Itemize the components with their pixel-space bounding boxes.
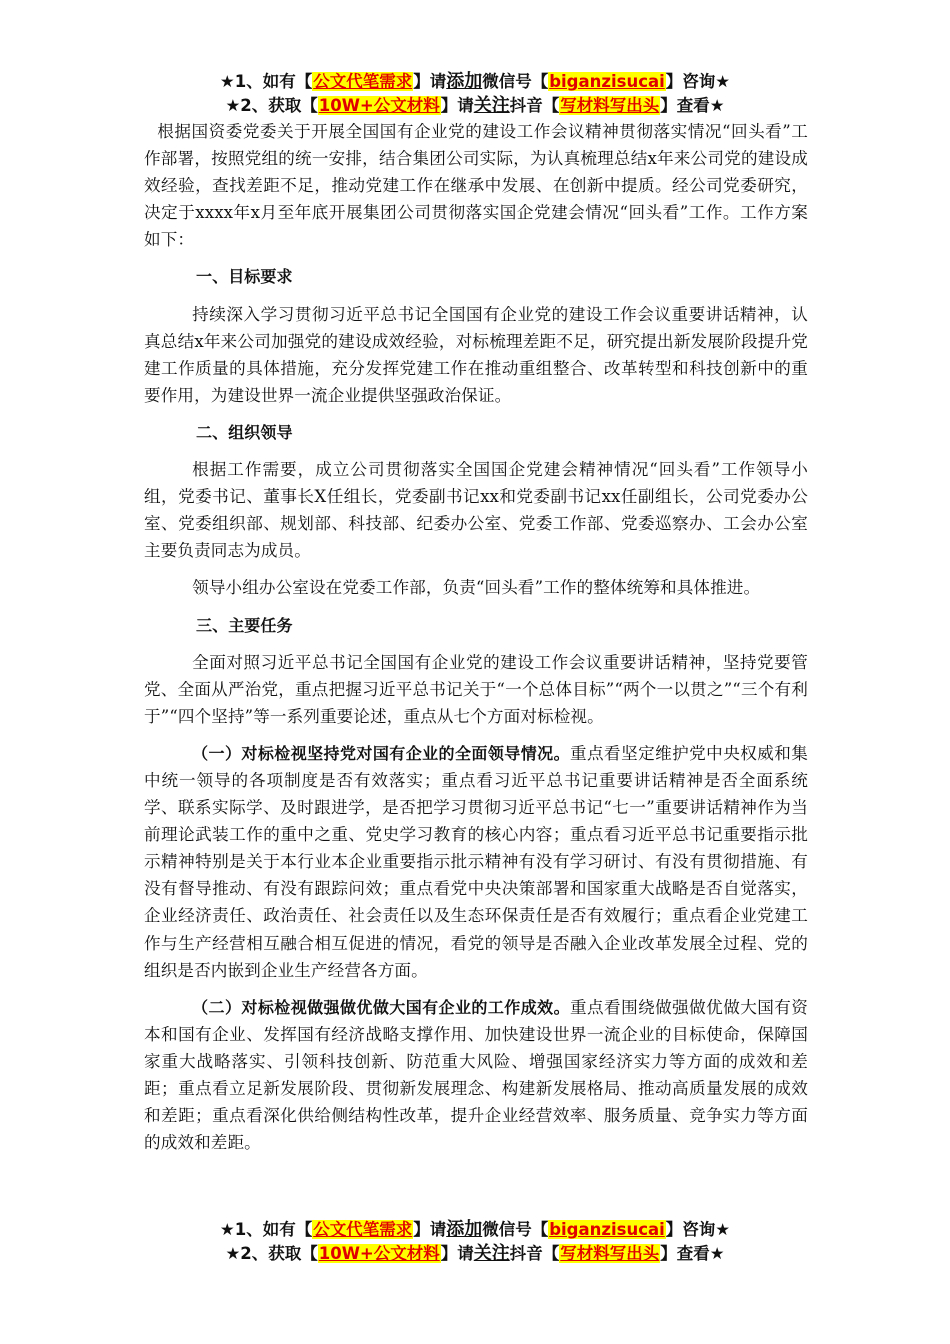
banner-text: 】查看★: [660, 1244, 725, 1263]
subsection-1-text: 重点看坚定维护党中央权威和集中统一领导的各项制度是否有效落实；重点看习近平总书记重要讲话精神是否全面系统学、联系实际学、及时跟进学，是否把学习贯彻习近平总书记“七一”重要讲话精神作为当前理论武装工作的重中之重、党史学习教育的核心内容；重点看习近平总书记重要指示批示精神特别是关于本行业本企业重要指示批示精神有没有学习研讨、有没有贯彻措施、有没有督导推动、有没有跟踪问效；重点看党中央决策部署和国家重大战略是否自觉落实，企业经济责任、政治责任、社会责任以及生态环保责任是否有效履行；重点看企业党建工作与生产经营相互融合相互促进的情况，看党的领导是否融入企业改革发展全过程、党的组织是否内嵌到企业生产经营各方面。: [144, 743, 808, 980]
banner-text: ★1、如有【: [219, 72, 313, 91]
banner-highlight-wechat-id: biganzisucai: [549, 72, 665, 91]
banner-emphasis: 添加: [446, 71, 483, 92]
subsection-2-paragraph: [144, 994, 808, 1157]
subsection-1-paragraph: [144, 740, 808, 984]
banner-text: 】请: [413, 1220, 447, 1239]
banner-emphasis: 关注: [473, 95, 510, 116]
banner-highlight: 10W+公文材料: [318, 1244, 440, 1263]
banner-text: 】请: [440, 1244, 474, 1263]
subsection-2-text: 重点看围绕做强做优做大国有资本和国有企业、发挥国有经济战略支撑作用、加快建设世界一流企业的目标使命，保障国家重大战略落实、引领科技创新、防范重大风险、增强国家经济实力等方面的成效和差距；重点看立足新发展阶段、贯彻新发展理念、构建新发展格局、推动高质量发展的成效和差距；重点看深化供给侧结构性改革，提升企业经营效率、服务质量、竞争实力等方面的成效和差距。: [144, 997, 808, 1153]
section-1-paragraph: 持续深入学习贯彻习近平总书记全国国有企业党的建设工作会议重要讲话精神，认真总结x年来公司加强党的建设成效经验，对标梳理差距不足，研究提出新发展阶段提升党建工作质量的具体措施，充分发挥党建工作在推动重组整合、改革转型和科技创新中的重要作用，为建设世界一流企业提供坚强政治保证。: [144, 304, 808, 405]
section-3-paragraph: 全面对照习近平总书记全国国有企业党的建设工作会议重要讲话精神，坚持党要管党、全面从严治党，重点把握习近平总书记关于“一个总体目标”“两个一以贯之”“三个有利于”“四个坚持”等一系列重要论述，重点从七个方面对标检视。: [144, 652, 808, 726]
banner-text: 】请: [440, 96, 474, 115]
banner-text: 】咨询★: [665, 1220, 731, 1239]
banner-emphasis: 添加: [446, 1219, 483, 1240]
banner-emphasis: 关注: [473, 1243, 510, 1264]
section-2-paragraph-2: 领导小组办公室设在党委工作部，负责“回头看”工作的整体统筹和具体推进。: [192, 578, 761, 598]
banner-highlight-douyin: 写材料写出头: [560, 1244, 660, 1263]
document-body: [144, 118, 808, 1156]
promo-banner-bottom-line-1: [0, 1218, 950, 1242]
section-heading-3: 三、主要任务: [196, 615, 293, 635]
banner-text: ★2、获取【: [225, 1244, 318, 1263]
section-heading-2: 二、组织领导: [196, 422, 293, 442]
banner-text: 抖音【: [509, 96, 560, 115]
banner-highlight-wechat-id: biganzisucai: [549, 1220, 665, 1239]
subsection-1-title: （一）对标检视坚持党对国有企业的全面领导情况。: [192, 743, 570, 763]
banner-text: ★2、获取【: [225, 96, 318, 115]
banner-text: 抖音【: [509, 1244, 560, 1263]
banner-text: 】查看★: [660, 96, 725, 115]
banner-text: 】咨询★: [665, 72, 731, 91]
intro-paragraph: 根据国资委党委关于开展全国国有企业党的建设工作会议精神贯彻落实情况“回头看”工作部署，按照党组的统一安排，结合集团公司实际，为认真梳理总结x年来公司党的建设成效经验，查找差距不足，推动党建工作在继承中发展、在创新中提质。经公司党委研究，决定于xxxx年x月至年底开展集团公司贯彻落实国企党建会情况“回头看”工作。工作方案如下：: [144, 122, 808, 250]
banner-text: 】请: [413, 72, 447, 91]
section-heading-1: 一、目标要求: [196, 267, 293, 287]
banner-highlight-douyin: 写材料写出头: [560, 96, 660, 115]
promo-banner-top-line-2: [0, 94, 950, 118]
banner-text: 微信号【: [482, 1220, 549, 1239]
promo-banner-top-line-1: [0, 70, 950, 94]
banner-highlight: 公文代笔需求: [313, 72, 413, 91]
banner-highlight: 公文代笔需求: [313, 1220, 413, 1239]
subsection-2-title: （二）对标检视做强做优做大国有企业的工作成效。: [192, 997, 570, 1017]
banner-highlight: 10W+公文材料: [318, 96, 440, 115]
banner-text: 微信号【: [482, 72, 549, 91]
banner-text: ★1、如有【: [219, 1220, 313, 1239]
section-2-paragraph: 根据工作需要，成立公司贯彻落实全国国企党建会精神情况“回头看”工作领导小组，党委书记、董事长X任组长，党委副书记xx和党委副书记xx任副组长，公司党委办公室、党委组织部、规划部、科技部、纪委办公室、党委工作部、党委巡察办、工会办公室主要负责同志为成员。: [144, 460, 808, 561]
promo-banner-bottom-line-2: [0, 1242, 950, 1266]
